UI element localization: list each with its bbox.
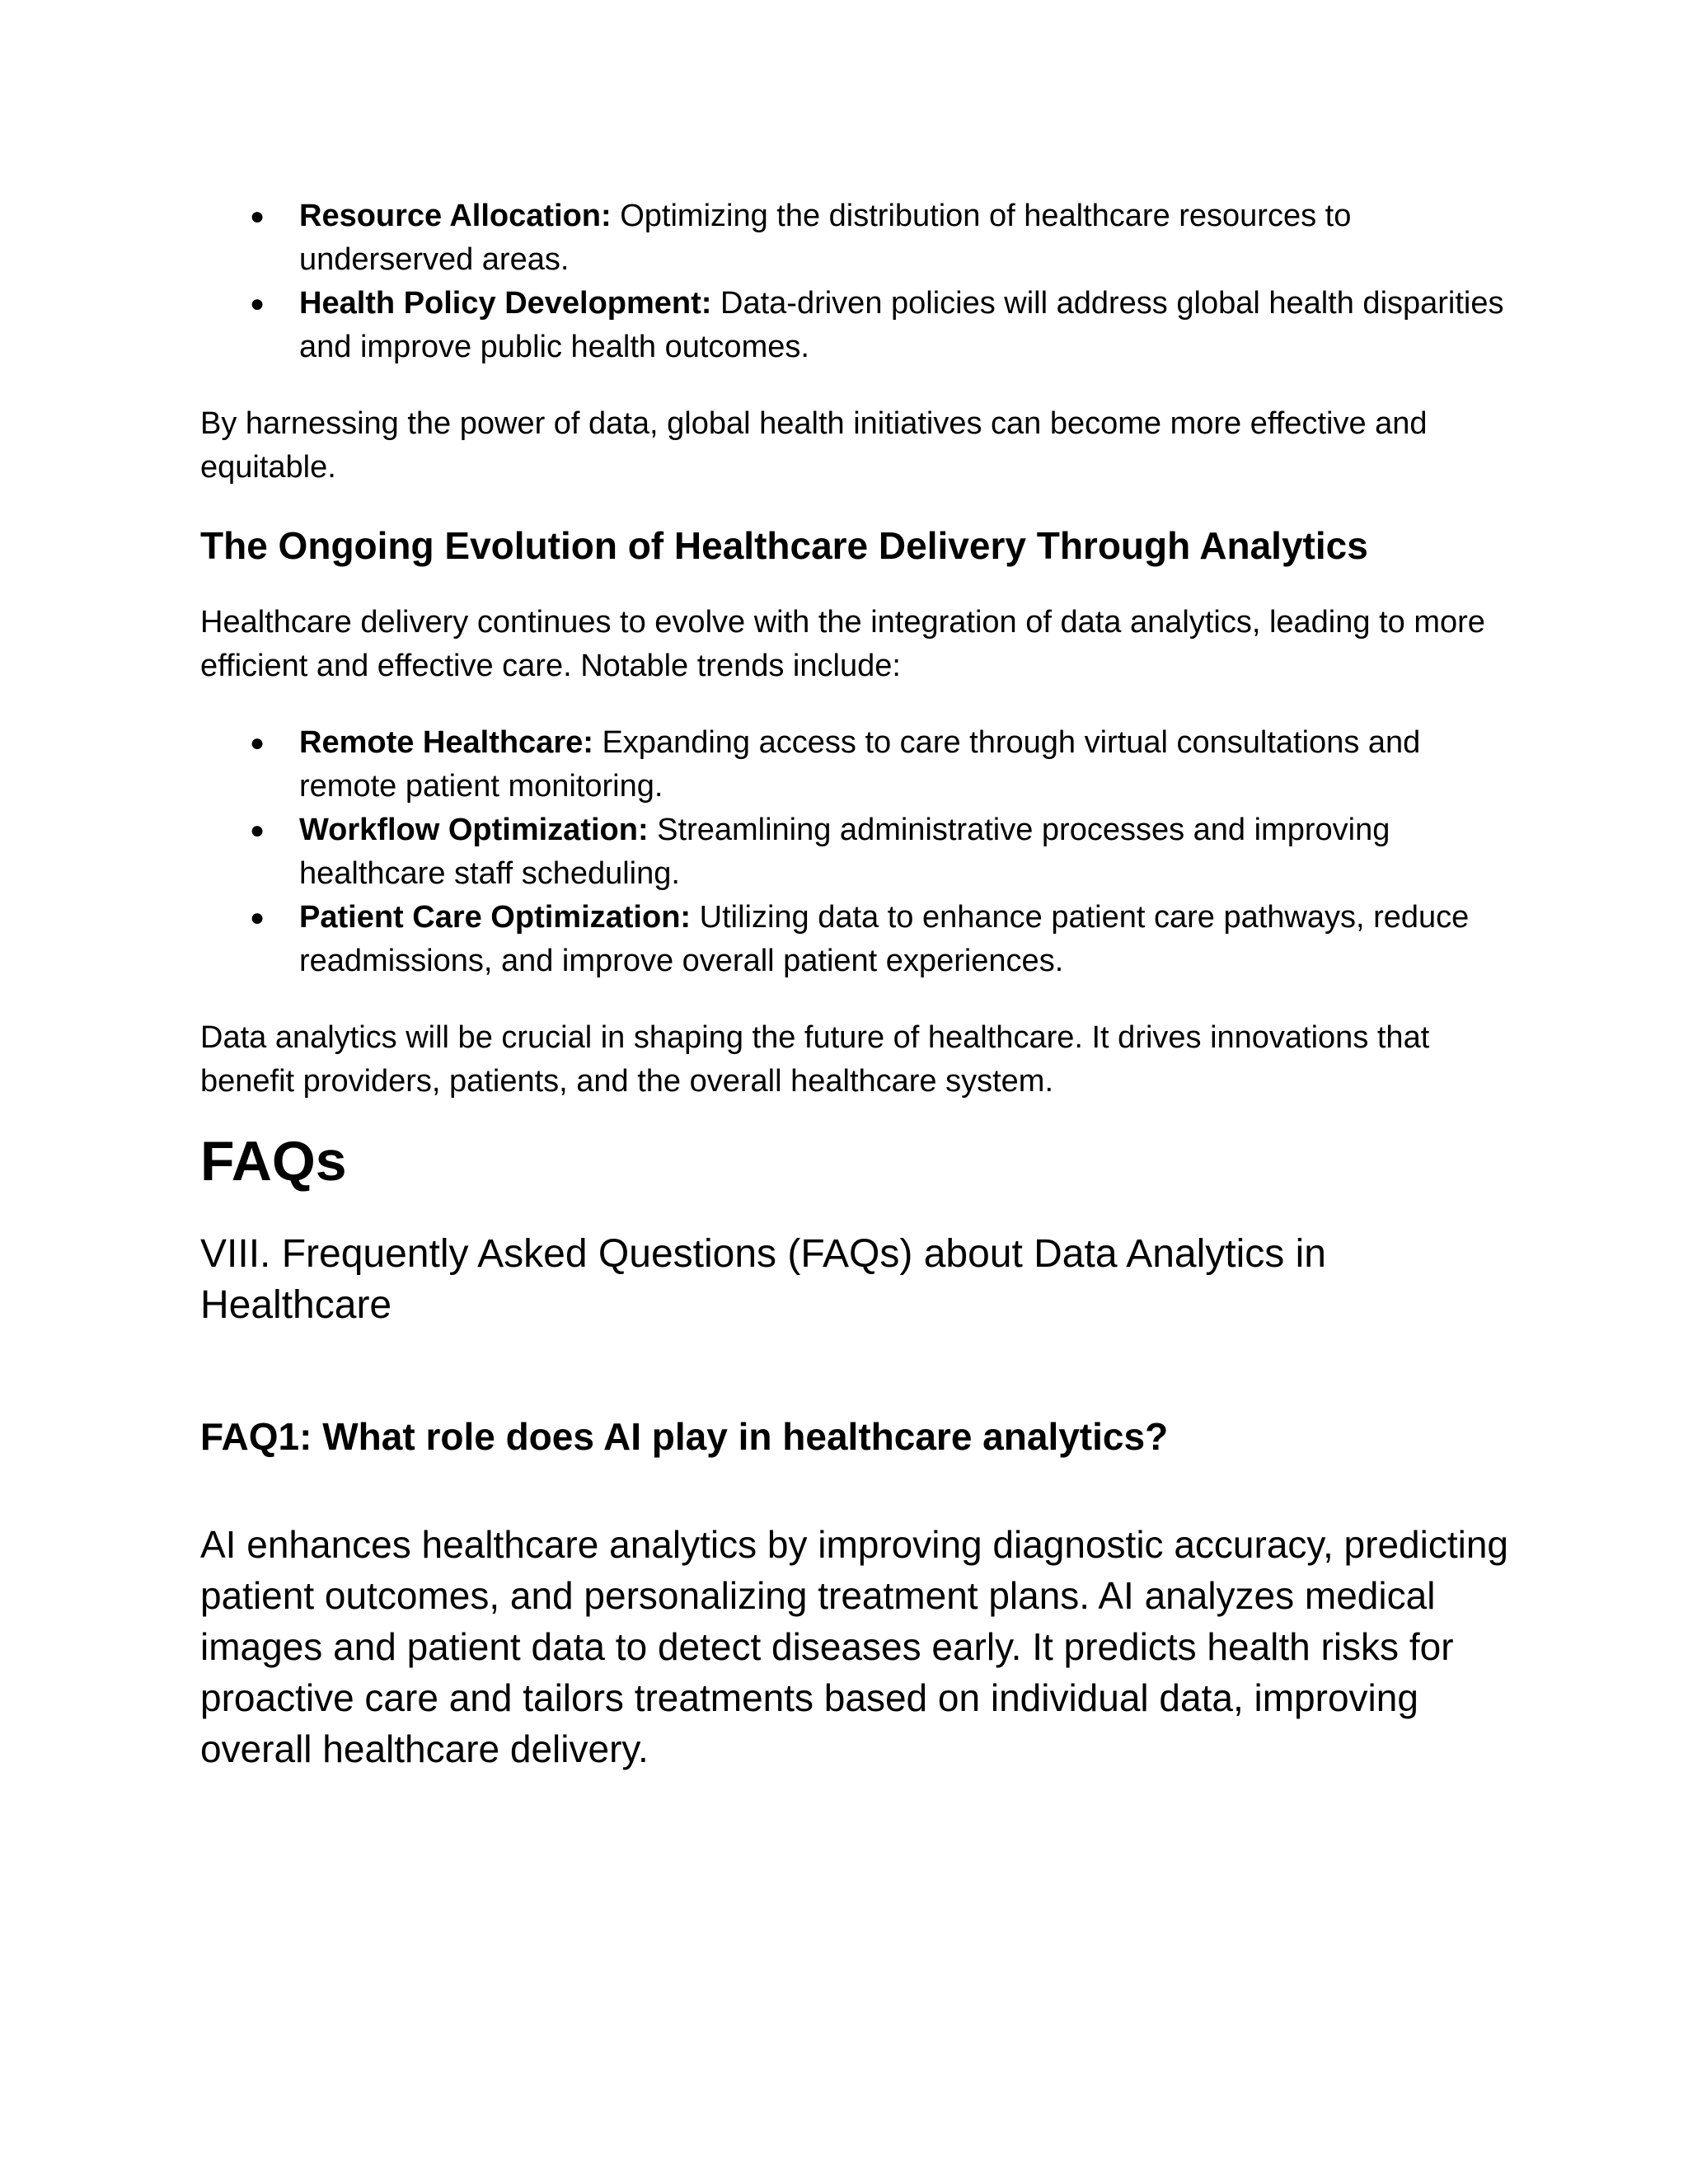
document-content — [200, 194, 1519, 1774]
bullet-text: Optimizing the distribution of healthcare resources to underserved areas. — [299, 199, 1352, 277]
bullet-term: Remote Healthcare: — [299, 725, 593, 760]
bullet-term: Resource Allocation: — [299, 199, 612, 233]
intro-bullet-list — [200, 194, 1519, 369]
evolution-conclusion: Data analytics will be crucial in shaping the future of healthcare. It drives innovations that benefit providers, patients, and the overall healthcare system. — [200, 1020, 1430, 1099]
list-item — [200, 282, 1519, 369]
bullet-text: Expanding access to care through virtual consultations and remote patient monitoring. — [299, 725, 1421, 804]
global-health-conclusion: By harnessing the power of data, global health initiatives can become more effective and equitable. — [200, 406, 1428, 485]
evolution-bullet-list — [200, 721, 1519, 983]
bullet-icon: ● — [250, 817, 265, 844]
list-item — [200, 896, 1519, 983]
bullet-text: Data-driven policies will address global health disparities and improve public health outcomes. — [299, 286, 1504, 364]
faqs-title: FAQs — [200, 1130, 347, 1193]
list-item — [200, 808, 1519, 896]
faq-question: FAQ1: What role does AI play in healthcare analytics? — [200, 1415, 1169, 1458]
bullet-icon: ● — [250, 904, 265, 931]
bullet-text: Utilizing data to enhance patient care pathways, reduce readmissions, and improve overall patient experiences. — [299, 900, 1470, 978]
bullet-icon: ● — [250, 290, 265, 317]
list-item — [200, 194, 1519, 282]
bullet-term: Workflow Optimization: — [299, 813, 649, 847]
bullet-term: Health Policy Development: — [299, 286, 712, 321]
faqs-subtitle: VIII. Frequently Asked Questions (FAQs) about Data Analytics in Healthcare — [200, 1232, 1326, 1327]
evolution-heading: The Ongoing Evolution of Healthcare Delivery Through Analytics — [200, 524, 1368, 567]
bullet-icon: ● — [250, 203, 265, 230]
list-item — [200, 721, 1519, 808]
bullet-icon: ● — [250, 729, 265, 757]
faq-answer: AI enhances healthcare analytics by improving diagnostic accuracy, predicting patient outcomes, and personalizing treatment plans. AI analyzes medical images and patient data to detect diseases early. It predicts health risks for proactive care and tailors treatments based on individual data, improving overall healthcare delivery. — [200, 1523, 1508, 1770]
bullet-term: Patient Care Optimization: — [299, 900, 692, 935]
bullet-text: Streamlining administrative processes and improving healthcare staff scheduling. — [299, 813, 1390, 891]
evolution-intro: Healthcare delivery continues to evolve with the integration of data analytics, leading to more efficient and effective care. Notable trends include: — [200, 605, 1485, 683]
